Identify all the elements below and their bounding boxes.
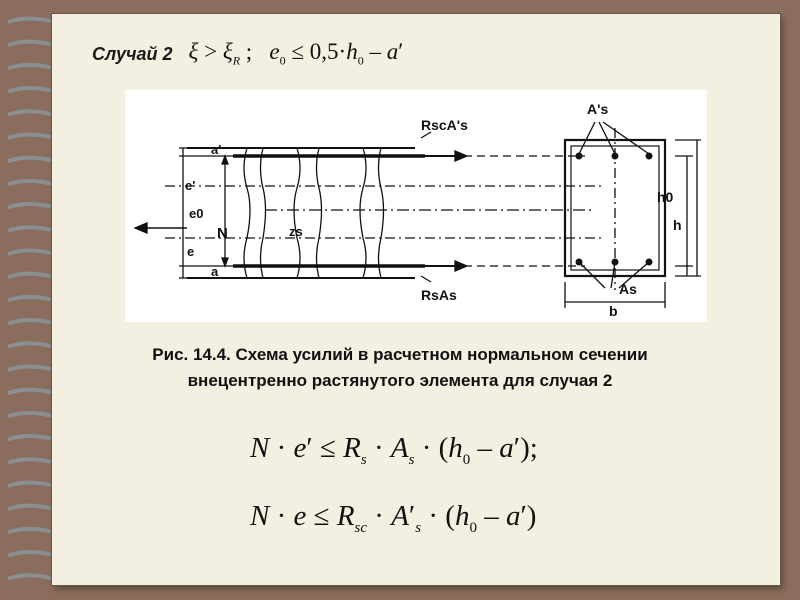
label-a-bottom: a <box>211 264 219 279</box>
force-arrow-top <box>455 151 467 161</box>
force-scheme-diagram <box>125 90 707 322</box>
rebar-dot <box>646 259 653 266</box>
rebar-dot <box>646 153 653 160</box>
caption-line-2: внецентренно растянутого элемента для случая 2 <box>187 371 613 390</box>
label-n: N <box>217 225 228 242</box>
label-e0: e0 <box>189 206 204 221</box>
force-arrow-bottom <box>455 261 467 271</box>
label-force-bottom: RsAs <box>421 287 457 303</box>
label-as-prime: A's <box>587 101 609 117</box>
label-as: As <box>619 281 637 297</box>
force-scheme-figure <box>125 90 707 322</box>
figure-caption <box>60 342 740 394</box>
case-condition <box>92 34 403 74</box>
label-h: h <box>673 217 682 233</box>
label-h0: h0 <box>657 189 674 205</box>
label-zs: zs <box>289 224 303 239</box>
leader-line <box>421 276 431 282</box>
n-arrow <box>135 223 147 233</box>
crack-line <box>294 148 300 278</box>
equation-2: $N \cdot e \le R_{sc} \cdot A'_s \cdot (h_0 - a')$ <box>250 500 537 536</box>
case-label: Случай 2 <box>92 43 173 64</box>
crack-line <box>261 148 266 278</box>
condition-formula: $\xi > \xi_R$ ; $e_0 \le 0,5\cdot h_0 - a'$ <box>188 39 404 68</box>
rebar-dot <box>576 153 583 160</box>
rebar-dot <box>576 259 583 266</box>
crack-line <box>379 148 384 278</box>
rebar-dot <box>612 153 619 160</box>
crack-line <box>244 148 250 278</box>
crack-line <box>317 148 322 278</box>
rebar-dot <box>612 259 619 266</box>
label-a-top: a' <box>211 142 222 157</box>
label-e-prime: e' <box>185 178 196 193</box>
equation-1: $N \cdot e' \le R_s \cdot A_s \cdot (h_0 - a')$; <box>250 432 538 468</box>
label-force-top: RscA's <box>421 117 468 133</box>
label-e: e <box>187 244 195 259</box>
crack-line <box>360 148 366 278</box>
caption-line-1: Рис. 14.4. Схема усилий в расчетном нормальном сечении <box>152 345 648 364</box>
label-b: b <box>609 303 618 319</box>
